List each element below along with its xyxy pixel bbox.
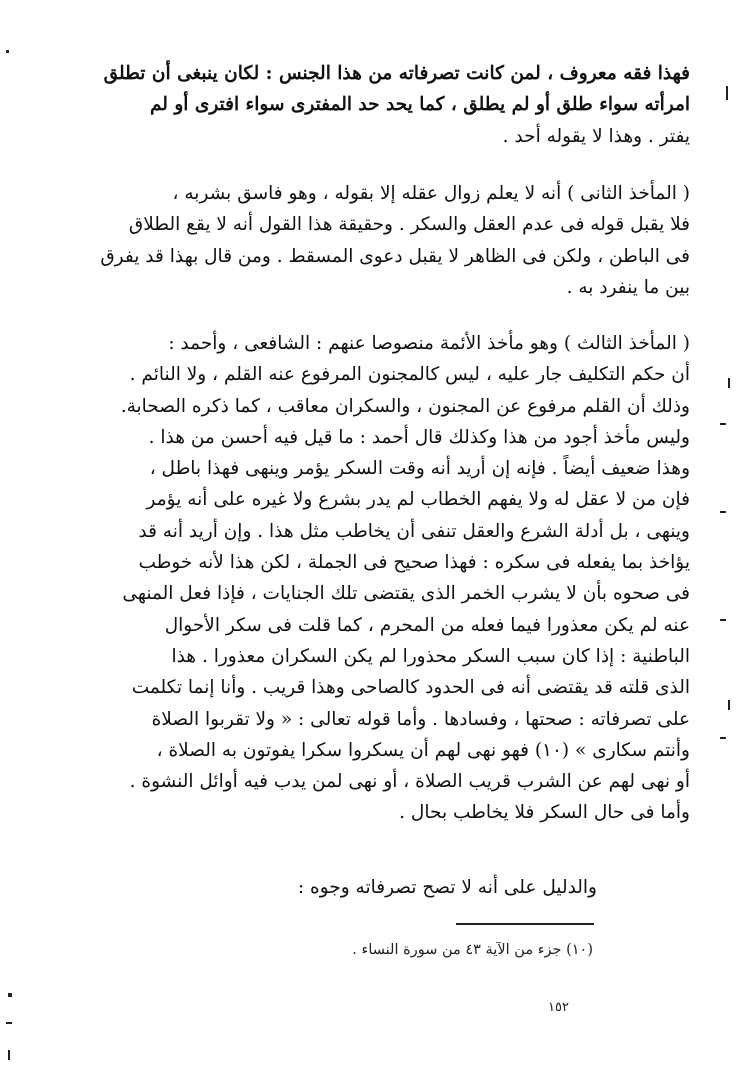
text-line: وينهى ، بل أدلة الشرع والعقل تنفى أن يخاطب مثل هذا . وإن أريد أنه قد bbox=[138, 520, 690, 542]
scan-speck bbox=[720, 737, 726, 739]
text-line: يؤاخذ بما يفعله فى سكره : فهذا صحيح فى الجملة ، لكن هذا لأنه خوطب bbox=[138, 552, 690, 574]
text-line: عنه لم يكن معذورا فيما فعله من المحرم ، كما قلت فى سكر الأحوال bbox=[164, 614, 690, 636]
scan-speck bbox=[6, 50, 9, 53]
scan-speck bbox=[720, 619, 726, 621]
text-line: فهذا فقه معروف ، لمن كانت تصرفاته من هذا الجنس : لكان ينبغى أن تطلق bbox=[103, 63, 690, 84]
text-line: فإن من لا عقل له ولا يفهم الخطاب لم يدر بشرع ولا غيره على أنه يؤمر bbox=[146, 489, 690, 511]
scan-speck bbox=[8, 993, 12, 997]
scan-speck bbox=[726, 86, 728, 100]
paragraph-2 bbox=[68, 178, 690, 303]
footnote-divider bbox=[456, 923, 594, 925]
text-line: وأنتم سكارى » (١٠) فهو نهى لهم أن يسكروا سكرا يفوتون به الصلاة ، bbox=[156, 739, 690, 761]
text-line: وذلك أن القلم مرفوع عن المجنون ، والسكران معاقب ، كما ذكره الصحابة. bbox=[120, 395, 690, 417]
text-line: امرأته سواء طلق أو لم يطلق ، كما يحد حد المفترى سواء افترى أو لم bbox=[149, 94, 690, 116]
scan-speck bbox=[6, 1022, 12, 1024]
text-line: على تصرفاته : صحتها ، وفسادها . وأما قوله تعالى : « ولا تقربوا الصلاة bbox=[151, 708, 690, 730]
text-line: ( المأخذ الثانى ) أنه لا يعلم زوال عقله إلا بقوله ، وهو فاسق بشربه ، bbox=[172, 183, 690, 204]
scan-speck bbox=[728, 378, 730, 388]
paragraph-1 bbox=[68, 58, 690, 152]
text-line: وهذا ضعيف أيضاً . فإنه إن أريد أنه وقت السكر يؤمر وينهى فهذا باطل ، bbox=[149, 458, 690, 480]
scan-speck bbox=[720, 511, 726, 513]
text-line: يفتر . وهذا لا يقوله أحد . bbox=[502, 125, 690, 147]
paragraph-3 bbox=[68, 328, 690, 829]
scan-speck bbox=[8, 1050, 10, 1060]
text-line: وأما فى حال السكر فلا يخاطب بحال . bbox=[399, 802, 690, 824]
text-line: الباطنية : إذا كان سبب السكر محذورا لم يكن السكران معذورا . هذا bbox=[171, 645, 690, 667]
text-line: والدليل على أنه لا تصح تصرفاته وجوه : bbox=[297, 877, 597, 898]
text-line: أن حكم التكليف جار عليه ، ليس كالمجنون المرفوع عنه القلم ، ولا النائم . bbox=[129, 364, 690, 386]
text-line: أو نهى لهم عن الشرب قريب الصلاة ، أو نهى لمن يدب فيه أوائل النشوة . bbox=[129, 771, 690, 793]
paragraph-4 bbox=[127, 872, 597, 903]
text-line: فلا يقبل قوله فى عدم العقل والسكر . وحقيقة هذا القول أنه لا يقع الطلاق bbox=[128, 214, 690, 236]
scan-speck bbox=[728, 700, 730, 710]
page-number: ١٥٢ bbox=[548, 1000, 569, 1015]
text-line: وليس مأخذ أجود من هذا وكذلك قال أحمد : ما قيل فيه أحسن من هذا . bbox=[148, 426, 690, 448]
text-line: فى الباطن ، ولكن فى الظاهر لا يقبل دعوى المسقط . ومن قال بهذا قد يفرق bbox=[100, 245, 690, 267]
text-line: الذى قلته قد يقتضى أنه فى الحدود كالصاحى وهذا قريب . وأنا إنما تكلمت bbox=[131, 677, 690, 699]
scan-speck bbox=[720, 423, 726, 425]
text-line: ( المأخذ الثالث ) وهو مأخذ الأئمة منصوصا عنهم : الشافعى ، وأحمد : bbox=[168, 333, 690, 354]
footnote: (١٠) جزء من الآية ٤٣ من سورة النساء . bbox=[352, 942, 593, 958]
text-line: بين ما ينفرد به . bbox=[566, 276, 690, 298]
text-line: فى صحوه بأن لا يشرب الخمر الذى يقتضى تلك الجنايات ، فإذا فعل المنهى bbox=[122, 583, 690, 605]
